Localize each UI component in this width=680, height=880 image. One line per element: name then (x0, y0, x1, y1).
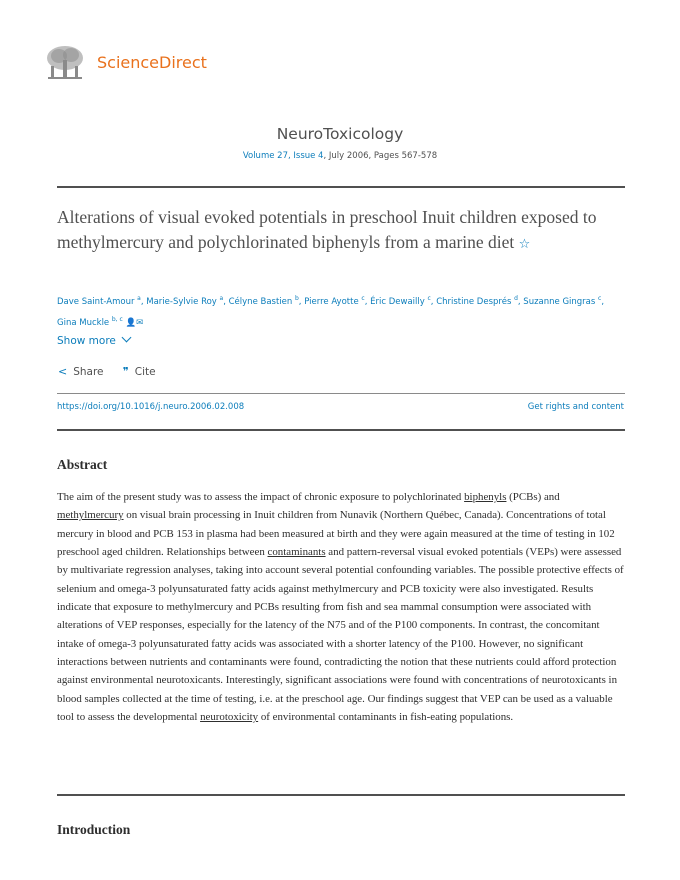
journal-title[interactable]: NeuroToxicology (276, 125, 404, 143)
author-link[interactable]: Christine Després $^d$ (436, 295, 518, 307)
show-more-button[interactable]: Show more (57, 335, 130, 347)
share-icon: < (58, 365, 68, 378)
cite-button[interactable]: ❞ Cite (122, 365, 156, 378)
doi-top-divider (57, 393, 625, 394)
author-link[interactable]: Marie-Sylvie Roy $^a$ (146, 295, 224, 307)
elsevier-logo[interactable] (44, 44, 86, 82)
author-link[interactable]: Éric Dewailly $^c$ (370, 295, 431, 307)
person-icon: 👤 (125, 317, 137, 328)
introduction-heading: Introduction (57, 822, 131, 837)
article-title-text: Alterations of visual evoked potentials in preschool Inuit children exposed to methylmercury and polychlorinated biphenyls from a marine diet (57, 207, 597, 252)
author-list: Dave Saint-Amour $^a$, Marie-Sylvie Roy $^a$, Célyne Bastien $^b$, Pierre Ayotte $^c$, Éric Dewailly $^c$, Christine Després $^d$, Suzanne Gingras $^c$, Gina Muckle $^{b, c}$ 👤✉ (57, 295, 605, 328)
term-link[interactable]: contaminants (267, 546, 326, 559)
abstract-heading: Abstract (57, 457, 108, 472)
term-link[interactable]: methylmercury (57, 509, 124, 522)
volume-info (0, 151, 680, 161)
author-link[interactable]: Pierre Ayotte $^c$ (304, 295, 365, 307)
rights-link[interactable]: Get rights and content (527, 402, 624, 412)
doi-link[interactable]: https://doi.org/10.1016/j.neuro.2006.02.008 (57, 402, 245, 412)
quote-icon: ❞ (122, 365, 129, 378)
email-icon[interactable]: ✉ (136, 317, 144, 328)
article-title (57, 205, 617, 257)
term-link[interactable]: biphenyls (464, 491, 507, 503)
author-link[interactable]: Célyne Bastien $^b$ (228, 295, 299, 307)
volume-issue-link[interactable]: Volume 27, Issue 4 (242, 151, 324, 161)
section-divider (57, 794, 625, 796)
header-divider (57, 186, 625, 188)
author-link[interactable]: Suzanne Gingras $^c$ (523, 295, 602, 307)
abstract-text: The aim of the present study was to assess the impact of chronic exposure to polychlorinated biphenyls (PCBs) and methylmercury on visual brain processing in Inuit children from Nunavik (Northern Québec, Canada). Concentrations of total mercury in blood and PCB 153 in plasma had been measured at birth and they were again measured at the time of testing in 102 preschool aged children. Relationships between contaminants and pattern-reversal visual evoked potentials (VEPs) were assessed by multivariate regression analyses, taking into account several potential confounding variables. The possible protective effects of selenium and omega-3 polyunsaturated fatty acids against methylmercury and PCB toxicity were also investigated. Results indicate that exposure to methylmercury and PCBs resulting from fish and sea mammal consumption were associated with alterations of VEP responses, especially for the latency of the N75 and of the P100 components. In contrast, the concomitant intake of omega-3 polyunsaturated fatty acids was associated with a shorter latency of the P100. However, no significant interactions between nutrients and contaminants were found, contradicting the notion that these nutrients could afford protection against environmental neurotoxicants. Interestingly, significant associations were found with concentrations of neurotoxicants in blood samples collected at the time of testing, i.e. at the preschool age. Our findings suggest that VEP can be used as a valuable tool to assess the developmental neurotoxicity of environmental contaminants in fish-eating populations. (57, 491, 624, 724)
chevron-down-icon (121, 333, 131, 343)
doi-bottom-divider (57, 429, 625, 431)
article-actions (58, 365, 172, 378)
author-link[interactable]: Dave Saint-Amour $^a$ (57, 295, 141, 307)
sciencedirect-brand[interactable]: ScienceDirect (97, 53, 207, 72)
star-icon[interactable]: ☆ (518, 237, 531, 252)
author-link[interactable]: Gina Muckle $^{b, c}$ (57, 315, 123, 328)
share-button[interactable]: < Share (58, 365, 104, 378)
volume-pages: , July 2006, Pages 567-578 (323, 151, 438, 161)
term-link[interactable]: neurotoxicity (200, 711, 259, 724)
